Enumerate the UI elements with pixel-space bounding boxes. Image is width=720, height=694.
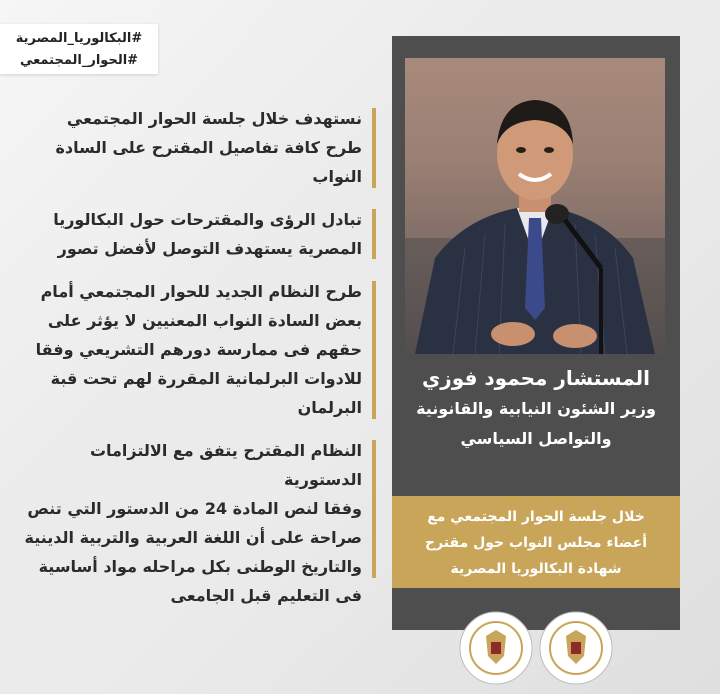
bullet-item	[16, 205, 376, 263]
bullet-line: طرح النظام الجديد للحوار المجتمعي أمام	[40, 282, 362, 301]
caption-line: أعضاء مجلس النواب حول مقترح	[424, 535, 648, 551]
person-title-line: والتواصل السياسي	[460, 429, 612, 448]
higher-education-seal-icon	[460, 612, 532, 684]
ministry-seals	[456, 606, 616, 690]
bullet-bar	[372, 281, 376, 419]
bullet-line: صراحة على أن اللغة العربية والتربية الدينية	[24, 528, 362, 547]
bullet-item	[16, 277, 376, 422]
caption-line: خلال جلسة الحوار المجتمعي مع	[427, 509, 645, 525]
bullet-item	[16, 104, 376, 191]
hashtag: #البكالوريا_المصرية	[15, 31, 143, 46]
bullet-line: للادوات البرلمانية المقررة لهم تحت قبة	[50, 369, 362, 388]
bullet-line: وفقا لنص المادة 24 من الدستور التي تنص	[27, 499, 362, 518]
caption-line: شهادة البكالوريا المصرية	[450, 561, 622, 577]
bullet-line: طرح كافة تفاصيل المقترح على السادة	[55, 138, 362, 157]
bullet-bar	[372, 108, 376, 188]
portrait-photo	[405, 58, 665, 354]
bullet-line: المصرية يستهدف التوصل لأفضل تصور	[57, 239, 362, 258]
education-ministry-seal-icon	[540, 612, 612, 684]
bullet-line: حقهم فى ممارسة دورهم التشريعي وفقا	[35, 340, 362, 359]
bullet-line: البرلمان	[297, 398, 362, 417]
bullet-list	[16, 104, 376, 624]
ministry-logos	[456, 606, 616, 690]
bullet-line: النظام المقترح يتفق مع الالتزامات الدستورية	[89, 441, 362, 489]
bullet-line: والتاريخ الوطنى بكل مراحله مواد أساسية	[38, 557, 362, 576]
bullet-bar	[372, 440, 376, 578]
bullet-item	[16, 436, 376, 610]
person-name: المستشار محمود فوزي	[421, 366, 651, 390]
hashtag: #الحوار_المجتمعي	[19, 53, 139, 68]
hashtag-box	[0, 24, 158, 74]
bullet-line: فى التعليم قبل الجامعى	[170, 586, 362, 605]
person-name-block	[392, 362, 680, 454]
bullet-line: نستهدف خلال جلسة الحوار المجتمعي	[66, 109, 362, 128]
portrait-illustration	[405, 58, 665, 354]
bullet-line: النواب	[312, 167, 362, 186]
bullet-bar	[372, 209, 376, 259]
caption-box	[392, 496, 680, 588]
person-title-line: وزير الشئون النيابية والقانونية	[416, 399, 656, 418]
bullet-line: تبادل الرؤى والمقترحات حول البكالوريا	[53, 210, 362, 229]
bullet-line: بعض السادة النواب المعنيين لا يؤثر على	[47, 311, 362, 330]
